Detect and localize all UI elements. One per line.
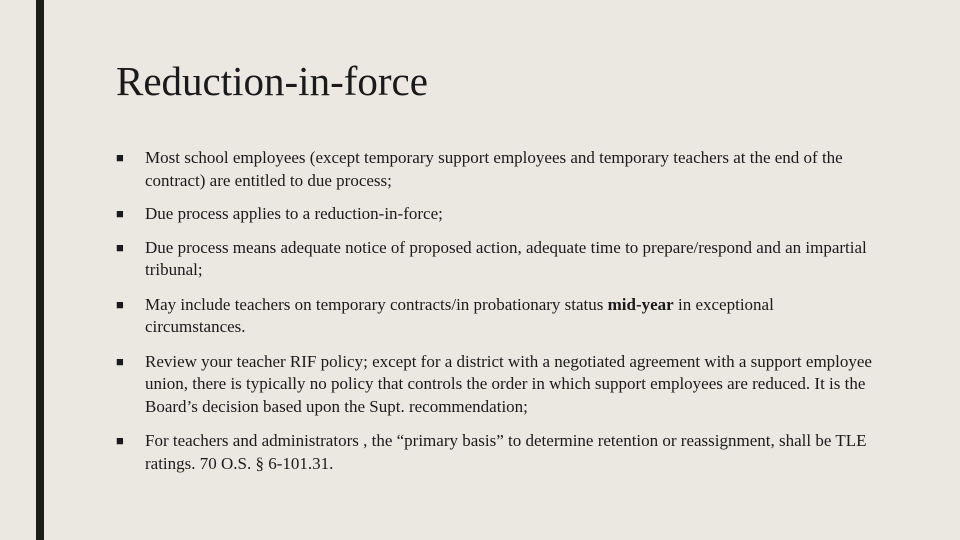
bullet-item	[116, 203, 876, 226]
square-bullet-icon: ■	[116, 296, 124, 312]
bullet-text: Most school employees (except temporary support employees and temporary teachers at the end of the contract) are entitled to due process;	[145, 148, 843, 190]
bullet-list	[116, 147, 876, 475]
square-bullet-icon: ■	[116, 353, 124, 369]
square-bullet-icon: ■	[116, 150, 124, 165]
bullet-item	[116, 147, 876, 192]
bullet-item	[116, 430, 876, 475]
bullet-text: Review your teacher RIF policy; except for a district with a negotiated agreement with a support employee union, there is typically no policy that controls the order in which support employees are reduced. It is the Board’s decision based upon the Supt. recommendation;	[145, 351, 872, 416]
bullet-text: Due process means adequate notice of proposed action, adequate time to prepare/respond and an impartial tribunal;	[145, 237, 867, 279]
bullet-text-after: in exceptional circumstances.	[145, 294, 774, 336]
left-accent-bar	[36, 0, 44, 540]
bullet-item	[116, 237, 876, 282]
slide-title: Reduction-in-force	[116, 58, 428, 104]
bullet-text-emphasis: mid-year	[607, 294, 674, 314]
bullet-text: For teachers and administrators , the “primary basis” to determine retention or reassignment, shall be TLE ratings. 70 O.S. § 6-101.31.	[145, 431, 867, 473]
bullet-text-before: May include teachers on temporary contracts/in probationary status	[145, 294, 608, 314]
bullet-text: Due process applies to a reduction-in-force;	[145, 204, 443, 223]
bullet-item	[116, 294, 876, 339]
square-bullet-icon: ■	[116, 239, 124, 255]
square-bullet-icon: ■	[116, 206, 124, 221]
square-bullet-icon: ■	[116, 433, 124, 448]
bullet-item	[116, 351, 876, 419]
